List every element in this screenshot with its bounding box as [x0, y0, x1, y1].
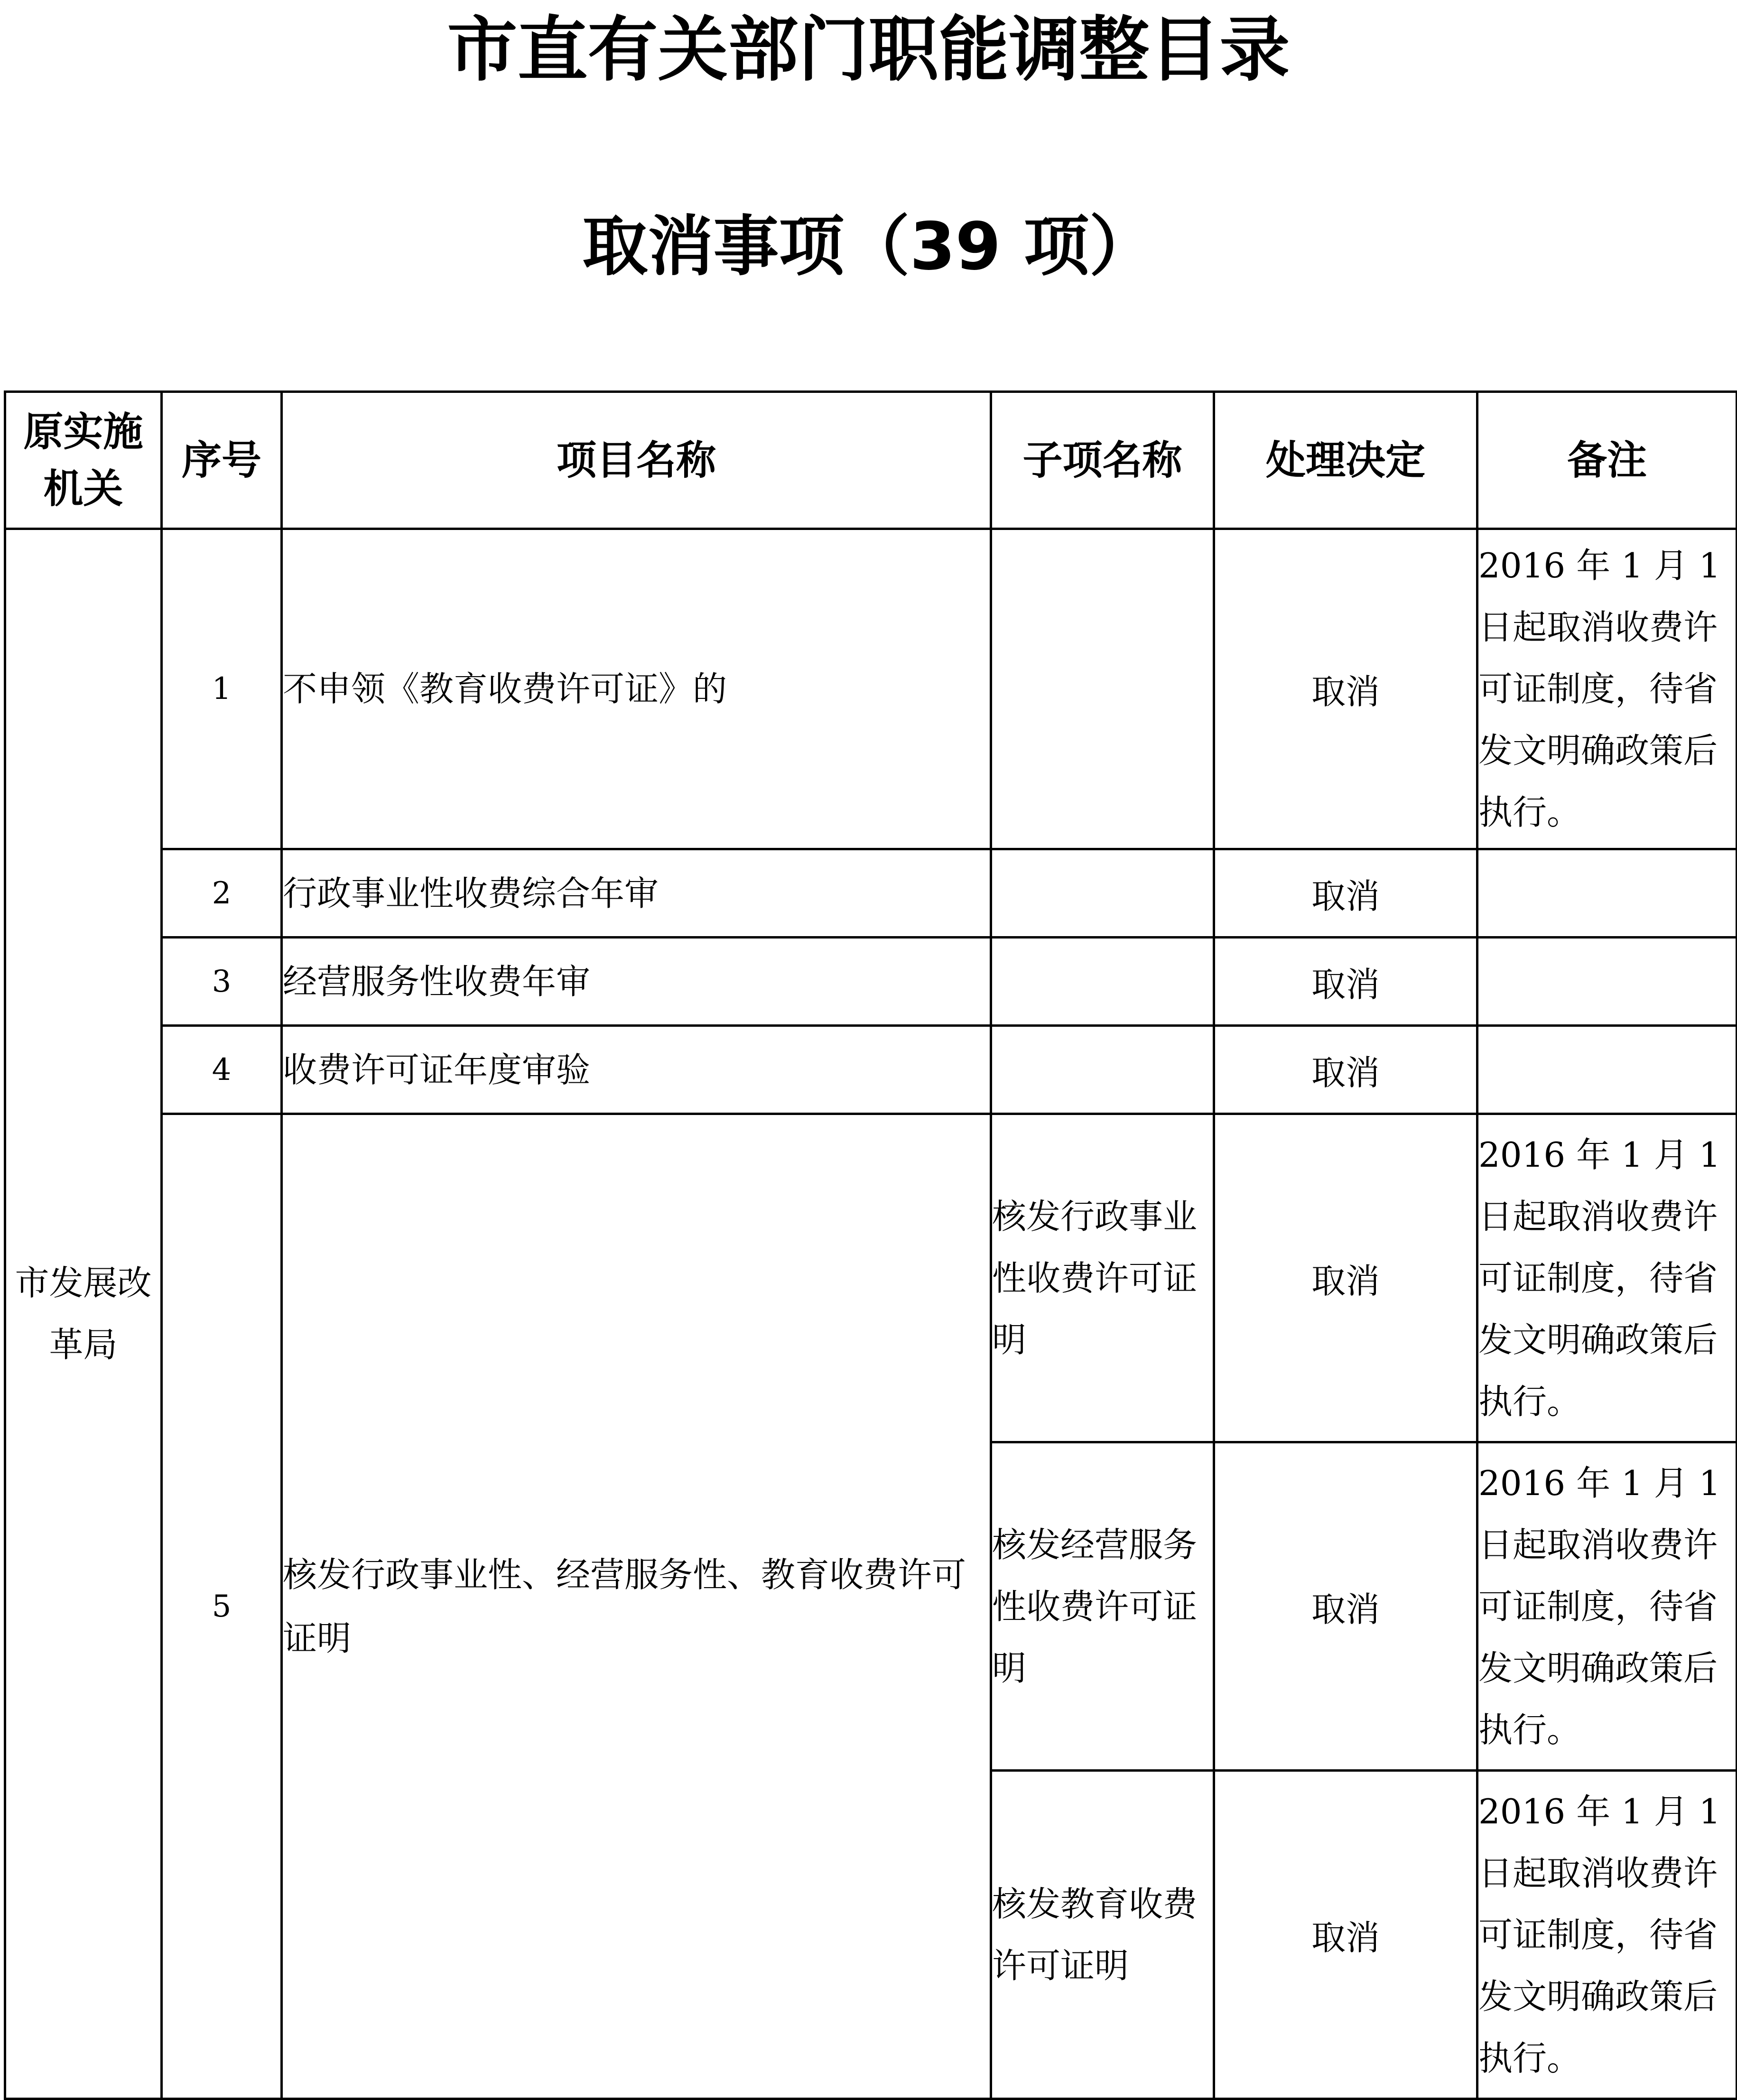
seq-cell: 2	[162, 849, 282, 938]
seq-cell: 4	[162, 1026, 282, 1114]
table-header-row	[5, 392, 1737, 529]
subitem-cell	[991, 938, 1214, 1026]
seq-cell: 3	[162, 938, 282, 1026]
item-name-cell: 不申领《教育收费许可证》的	[282, 529, 991, 849]
remark-cell	[1477, 849, 1737, 938]
header-remark: 备注	[1477, 392, 1737, 529]
decision-cell: 取消	[1214, 1114, 1477, 1442]
subitem-cell: 核发行政事业性收费许可证明	[991, 1114, 1214, 1442]
item-name-cell: 行政事业性收费综合年审	[282, 849, 991, 938]
decision-cell: 取消	[1214, 1442, 1477, 1771]
header-agency: 原实施机关	[5, 392, 162, 529]
remark-cell	[1477, 1026, 1737, 1114]
subitem-cell: 核发教育收费许可证明	[991, 1771, 1214, 2099]
decision-cell: 取消	[1214, 1026, 1477, 1114]
item-name-cell: 经营服务性收费年审	[282, 938, 991, 1026]
decision-cell: 取消	[1214, 849, 1477, 938]
remark-cell: 2016 年 1 月 1 日起取消收费许可证制度，待省发文明确政策后执行。	[1477, 1114, 1737, 1442]
table-row	[5, 1114, 1737, 1442]
subitem-cell	[991, 529, 1214, 849]
document-title: 市直有关部门职能调整目录	[447, 9, 1290, 91]
remark-cell: 2016 年 1 月 1 日起取消收费许可证制度，待省发文明确政策后执行。	[1477, 529, 1737, 849]
remark-cell: 2016 年 1 月 1 日起取消收费许可证制度，待省发文明确政策后执行。	[1477, 1771, 1737, 2099]
table-row	[5, 529, 1737, 849]
table-row	[5, 849, 1737, 938]
subitem-cell: 核发经营服务性收费许可证明	[991, 1442, 1214, 1771]
remark-cell	[1477, 938, 1737, 1026]
item-name-cell: 核发行政事业性、经营服务性、教育收费许可证明	[282, 1114, 991, 2099]
header-subitem: 子项名称	[991, 392, 1214, 529]
subitem-cell	[991, 849, 1214, 938]
subitem-cell	[991, 1026, 1214, 1114]
header-item: 项目名称	[282, 392, 991, 529]
item-name-cell: 收费许可证年度审验	[282, 1026, 991, 1114]
table-row	[5, 938, 1737, 1026]
remark-cell: 2016 年 1 月 1 日起取消收费许可证制度，待省发文明确政策后执行。	[1477, 1442, 1737, 1771]
decision-cell: 取消	[1214, 1771, 1477, 2099]
decision-cell: 取消	[1214, 938, 1477, 1026]
table-row	[5, 1026, 1737, 1114]
seq-cell: 1	[162, 529, 282, 849]
agency-cell: 市发展改革局	[5, 529, 162, 2099]
decision-cell: 取消	[1214, 529, 1477, 849]
header-decision: 处理决定	[1214, 392, 1477, 529]
section-title: 取消事项（39 项）	[582, 208, 1155, 285]
header-seq: 序号	[162, 392, 282, 529]
seq-cell: 5	[162, 1114, 282, 2099]
adjustment-catalog-table	[4, 390, 1737, 2100]
